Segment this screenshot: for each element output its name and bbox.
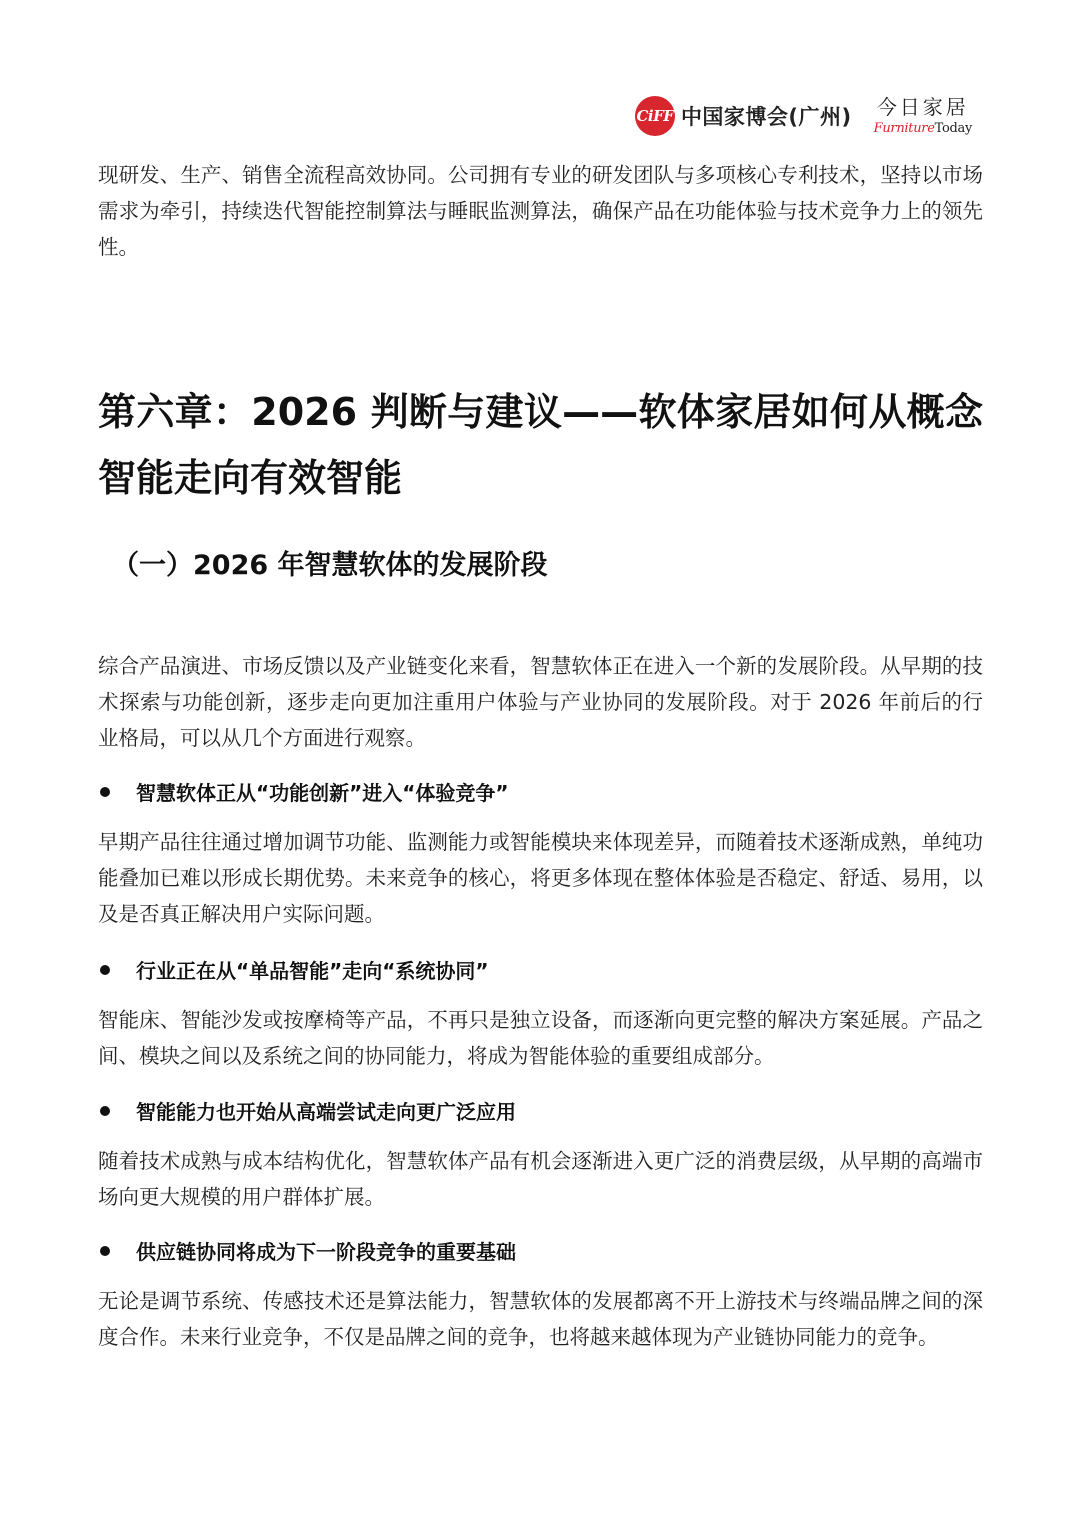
bullet-heading-text: 行业正在从“单品智能”走向“系统协同” xyxy=(136,959,489,983)
furniture-today-cn: 今日家居 xyxy=(876,95,969,119)
point-1-body-block xyxy=(98,824,983,932)
furniture-today-en-a: Furniture xyxy=(873,121,935,136)
point-4 xyxy=(98,1236,983,1265)
bullet-dot-icon xyxy=(100,787,110,797)
section-title: （一）2026 年智慧软体的发展阶段 xyxy=(112,550,548,581)
section-block xyxy=(112,543,997,582)
bullet-heading-text: 智能能力也开始从高端尝试走向更广泛应用 xyxy=(136,1100,516,1124)
bullet-dot-icon xyxy=(100,1246,110,1256)
bullet-body: 智能床、智能沙发或按摩椅等产品，不再只是独立设备，而逐渐向更完整的解决方案延展。产品之间、模块之间以及系统之间的协同能力，将成为智能体验的重要组成部分。 xyxy=(98,1008,983,1068)
page-header xyxy=(635,96,972,136)
ciff-logo-name: 中国家博会(广州) xyxy=(680,105,852,129)
bullet-body: 早期产品往往通过增加调节功能、监测能力或智能模块来体现差异，而随着技术逐渐成熟，单纯功能叠加已难以形成长期优势。未来竞争的核心，将更多体现在整体体验是否稳定、舒适、易用，以及是否真正解决用户实际问题。 xyxy=(98,830,983,926)
bullet-heading xyxy=(98,1096,983,1125)
bullet-heading xyxy=(98,1236,983,1265)
bullet-body: 随着技术成熟与成本结构优化，智慧软体产品有机会逐渐进入更广泛的消费层级，从早期的高端市场向更大规模的用户群体扩展。 xyxy=(98,1149,983,1209)
furniture-today-en xyxy=(874,122,972,135)
point-1 xyxy=(98,777,983,806)
bullet-heading-text: 智慧软体正从“功能创新”进入“体验竞争” xyxy=(136,781,509,805)
bullet-body: 无论是调节系统、传感技术还是算法能力，智慧软体的发展都离不开上游技术与终端品牌之间的深度合作。未来行业竞争，不仅是品牌之间的竞争，也将越来越体现为产业链协同能力的竞争。 xyxy=(98,1289,983,1349)
bullet-dot-icon xyxy=(100,965,110,975)
point-3-body-block xyxy=(98,1143,983,1215)
chapter-title: 第六章：2026 判断与建议——软体家居如何从概念智能走向有效智能 xyxy=(98,390,983,500)
point-4-body-block xyxy=(98,1283,983,1355)
point-3 xyxy=(98,1096,983,1125)
bullet-heading xyxy=(98,777,983,806)
bullet-heading-text: 供应链协同将成为下一阶段竞争的重要基础 xyxy=(136,1240,516,1264)
bullet-dot-icon xyxy=(100,1106,110,1116)
chapter-block xyxy=(98,379,983,511)
intro-block xyxy=(98,157,983,265)
intro-paragraph: 现研发、生产、销售全流程高效协同。公司拥有专业的研发团队与多项核心专利技术，坚持以市场需求为牵引，持续迭代智能控制算法与睡眠监测算法，确保产品在功能体验与技术竞争力上的领先性。 xyxy=(98,163,983,259)
ciff-logo-mark: CiFF xyxy=(635,96,675,136)
overview-block xyxy=(98,648,983,756)
furniture-today-logo xyxy=(874,97,972,135)
point-2-body-block xyxy=(98,1002,983,1074)
point-2 xyxy=(98,955,983,984)
bullet-heading xyxy=(98,955,983,984)
furniture-today-en-b: Today xyxy=(934,121,972,136)
overview-paragraph: 综合产品演进、市场反馈以及产业链变化来看，智慧软体正在进入一个新的发展阶段。从早期的技术探索与功能创新，逐步走向更加注重用户体验与产业协同的发展阶段。对于 2026 年前后的行业格局，可以从几个方面进行观察。 xyxy=(98,654,983,750)
ciff-logo xyxy=(635,96,852,136)
